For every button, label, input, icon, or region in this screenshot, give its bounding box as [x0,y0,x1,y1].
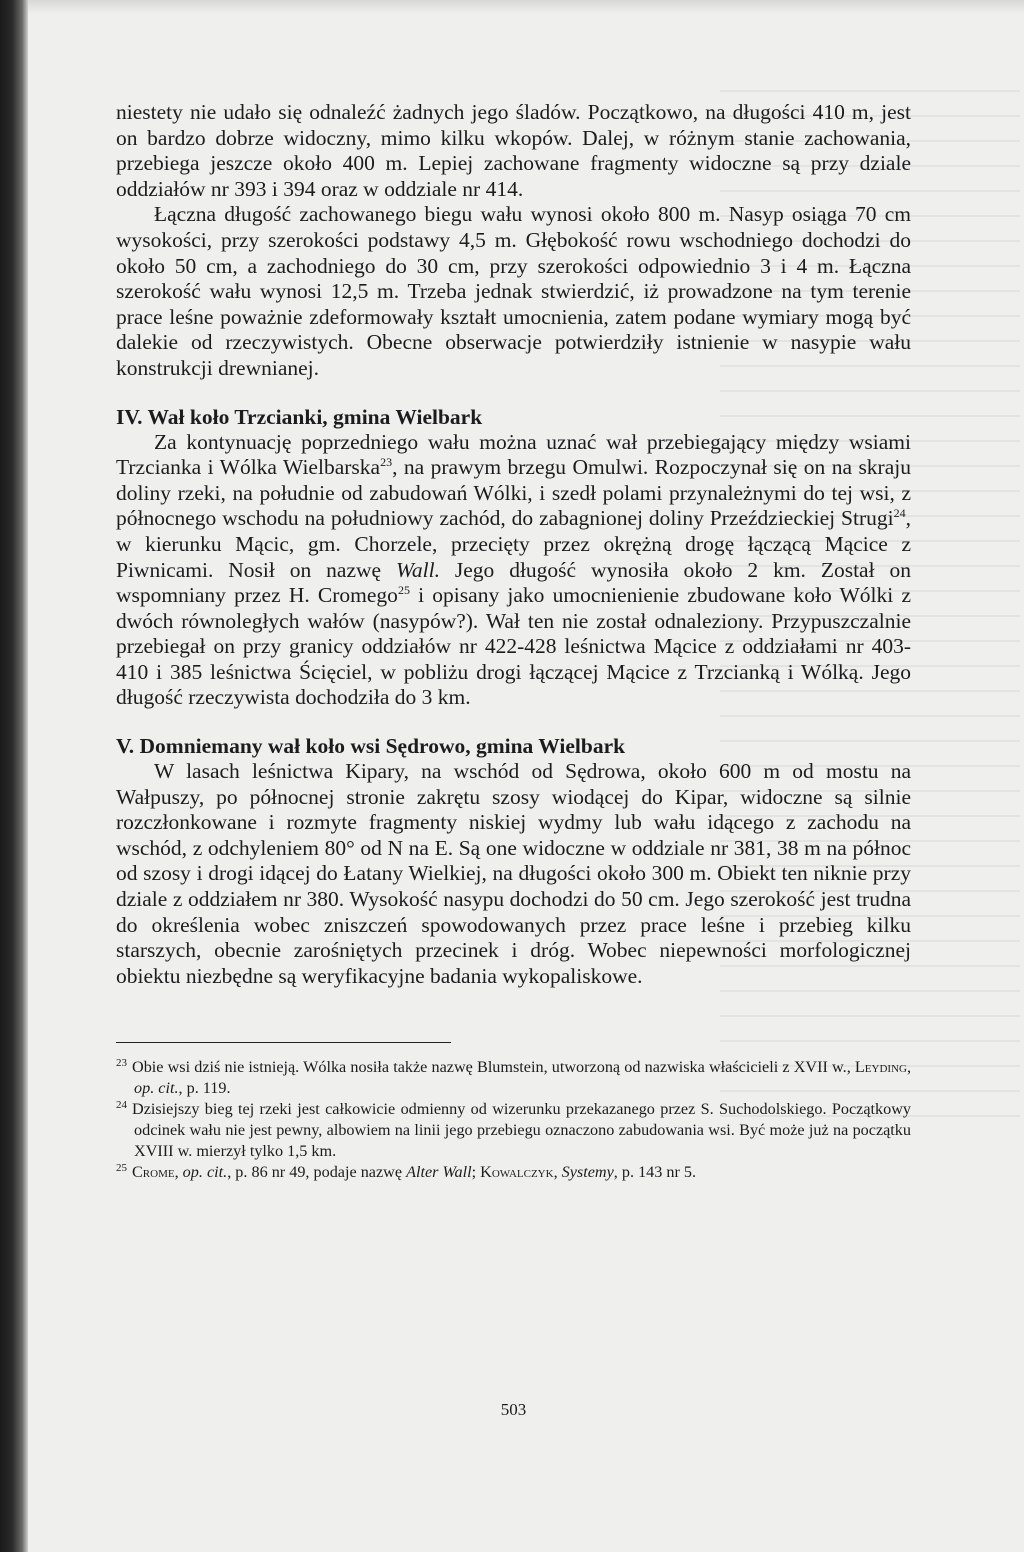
footnote-25: $^{25}$ Crome, op. cit., p. 86 nr 49, podaje nazwę Alter Wall; Kowalczyk, Systemy, p. 143 nr 5. [116,1162,697,1182]
footnote-ref-23: 23 [380,454,393,469]
section-v-heading: V. Domniemany wał koło wsi Sędrowo, gmina Wielbark [116,734,626,759]
footnote-23-author: Leyding [854,1058,907,1077]
paragraph-2: Łączna długość zachowanego biegu wału wynosi około 800 m. Nasyp osiąga 70 cm wysokości, przy szerokości podstawy 4,5 m. Głębokość rowu wschodniego dochodzi do około 50 cm, a zachodniego do 30 cm, przy szerokości odpowiednio 3 i 4 m. Łączna szerokość wału wynosi 12,5 m. Trzeba jednak stwierdzić, iż prowadzone na tym terenie prace leśne poważnie zdeformowały kształt umocnienia, zatem podane wymiary mogą być dalekie od rzeczywistych. Obecne obserwacje potwierdziły istnienie w nasypie wału konstrukcji drewnianej. [116,202,911,380]
section-v-paragraph: W lasach leśnictwa Kipary, na wschód od Sędrowa, około 600 m od mostu na Wałpuszy, po północnej stronie zakrętu szosy wiodącej do Kipar, widoczne są silnie rozczłonkowane i rozmyte fragmenty niskiej wydmy lub wału idącego z zachodu na wschód, z odchyleniem 80° od N na E. Są one widoczne w oddziale nr 381, 38 m na północ od szosy i drogi idącej do Łatany Wielkiej, na długości około 300 m. Obiekt ten niknie przy dziale z oddziałem nr 380. Wysokość nasypu dochodzi do 50 cm. Jego szerokość jest trudna do określenia wobec zniszczeń spowodowanych przez prace leśne i przebieg kilku starszych, obecnie zarośniętych przecinek i dróg. Wobec niepewności morfologicznej obiektu niezbędne są weryfikacyjne badania wykopaliskowe. [116,759,911,988]
footnote-25-text-1: , p. 86 nr 49, podaje nazwę [227,1163,407,1182]
section-iv-text-1: Za kontynuację poprzedniego wału można uznać wał przebiegający między wsiami Trzcianka i Wólka Wielbarska [116,429,911,480]
section-iv-heading: IV. Wał koło Trzcianki, gmina Wielbark [116,404,483,429]
footnote-23-text-2: , p. 119. [178,1079,231,1098]
footnote-25-sep-1: , [174,1163,183,1182]
footnote-25-author-1: Crome [132,1163,175,1182]
footnote-25-author-2: Kowalczyk [480,1163,554,1182]
section-iv-text-5: i opisany jako umocnienienie zbudowane koło Wólki z dwóch równoległych wałów (nasypów?). Wał ten nie został odnaleziony. Przypuszczalnie przebiegał on przy granicy oddziałów nr 422-428 leśnictwa Mącice z oddziałami nr 403-410 i 385 leśnictwa Ścięciel, w pobliżu drogi łączącej Mącice z Trzcianką i Wólką. Jego długość rzeczywista dochodziła do 3 km. [116,583,911,710]
section-iv-paragraph [116,430,911,712]
footnote-25-sep-2: , [553,1163,562,1182]
footnote-ref-24: 24 [893,506,906,521]
binding-shadow [0,0,28,1552]
section-iv-text-3: , w kierunku Mącic, gm. Chorzele, przecięty przez okrężną drogę łączącą Mącice z Piwnicami. Nosił on nazwę [116,506,911,582]
footnote-25-text-3: , p. 143 nr 5. [613,1163,697,1182]
footnote-24-text: Dzisiejszy bieg tej rzeki jest całkowicie odmienny od wizerunku przekazanego przez S. Suchodolskiego. Początkowy odcinek wału nie jest pewny, albowiem na linii jego przebiegu oznaczono zabudowania wsi. Być może już na początku XVIII w. mierzył tylko 1,5 km. [132,1100,911,1161]
footnote-23: $^{23}$ Obie wsi dziś nie istnieją. Wólka nosiła także nazwę Blumstein, utworzoną od nazwiska właścicieli z XVII w., Leyding, op. cit., p. 119. [116,1057,911,1098]
footnote-25-text-2: ; [471,1163,481,1182]
paragraph-1: niestety nie udało się odnaleźć żadnych jego śladów. Początkowo, na długości 410 m, jest on bardzo dobrze widoczny, mimo kilku wkopów. Dalej, w różnym stanie zachowania, przebiega jeszcze około 400 m. Lepiej zachowane fragmenty widoczne są przy dziale oddziałów nr 393 i 394 oraz w oddziale nr 414. [116,100,911,201]
wall-name: Wall. [395,557,440,582]
page-edge [28,0,1024,14]
footnote-ref-25: 25 [397,582,410,597]
footnote-divider [116,1042,451,1043]
footnotes [116,1057,911,1183]
footnote-23-text-1: Obie wsi dziś nie istnieją. Wólka nosiła także nazwę Blumstein, utworzoną od nazwiska właścicieli z XVII w., [132,1058,855,1077]
footnote-23-sep: , [906,1058,911,1077]
page-number: 503 [500,1400,527,1419]
page-content [116,100,911,1419]
footnote-24: $^{24}$ Dzisiejszy bieg tej rzeki jest całkowicie odmienny od wizerunku przekazanego przez S. Suchodolskiego. Początkowy odcinek wału nie jest pewny, albowiem na linii jego przebiegu oznaczono zabudowania wsi. Być może już na początku XVIII w. mierzył tylko 1,5 km. [116,1099,911,1161]
footnote-25-op-cit: op. cit. [182,1163,228,1182]
footnote-25-systemy: Systemy [561,1163,614,1182]
section-iv-text-4: Jego długość wynosiła około 2 km. Został on wspomniany przez H. Cromego [116,557,911,608]
footnote-25-alter-wall: Alter Wall [406,1163,472,1182]
footnote-23-op-cit: op. cit. [134,1079,179,1098]
section-iv-text-2: , na prawym brzegu Omulwi. Rozpoczynał się on na skraju doliny rzeki, na południe od zabudowań Wólki, i szedł polami przynależnymi do tej wsi, z północnego wschodu na południowy zachód, do zabagnionej doliny Przeździeckiej Strugi [116,455,911,531]
